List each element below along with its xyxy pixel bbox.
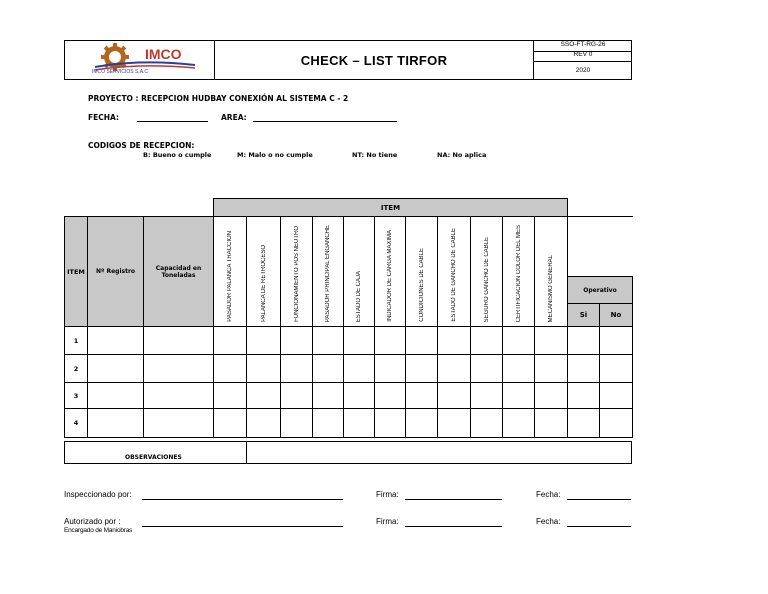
- check-col-header: CONDICIONES DE CABLE: [406, 217, 438, 327]
- document-title: CHECK – LIST TIRFOR: [300, 52, 448, 68]
- col-capacidad-header: Capacidad en Toneladas: [144, 217, 214, 327]
- code-bueno: B: Bueno o cumple: [143, 151, 212, 159]
- code-no-tiene: NT: No tiene: [352, 151, 398, 159]
- row-number: 4: [65, 409, 88, 438]
- table-row: [65, 383, 633, 409]
- area-label: AREA:: [221, 113, 247, 122]
- row-number: 2: [65, 355, 88, 383]
- si-header: Si: [568, 304, 600, 327]
- check-col-header: SEGURO GANCHO DE CABLE: [471, 217, 503, 327]
- document-meta: [533, 41, 632, 79]
- inspeccionado-field[interactable]: [142, 499, 343, 500]
- check-col-header: PASADOR PALANCA TRACCION: [214, 217, 247, 327]
- code-no-aplica: NA: No aplica: [437, 151, 487, 159]
- document-code: SSO-FT-RG-26: [534, 41, 632, 52]
- check-col-header: CERTIFICACION COLOR DEL MES: [503, 217, 535, 327]
- company-logo: [65, 41, 215, 79]
- checklist-table: [64, 198, 633, 438]
- col-item-header: ITEM: [65, 217, 88, 327]
- item-group-header: ITEM: [214, 199, 568, 217]
- no-header: No: [600, 304, 633, 327]
- document-header: [64, 40, 632, 80]
- firma-label: Firma:: [376, 517, 399, 526]
- autorizado-sub: Encargado de Maniobras: [64, 527, 133, 534]
- observaciones-label: OBSERVACIONES: [125, 454, 182, 461]
- document-year: 2020: [575, 67, 591, 74]
- codes-title: CODIGOS DE RECEPCION:: [88, 141, 195, 150]
- col-registro-header: Nº Registro: [88, 217, 144, 327]
- fecha-label: Fecha:: [536, 517, 561, 526]
- check-col-header: PALANCA DE RETROCESO: [247, 217, 281, 327]
- observaciones-field[interactable]: [247, 442, 631, 463]
- code-malo: M: Malo o no cumple: [237, 151, 313, 159]
- project-line: PROYECTO : RECEPCION HUDBAY CONEXIÓN AL SISTEMA C - 2: [88, 94, 349, 103]
- autorizado-field[interactable]: [142, 526, 343, 527]
- fecha-label: FECHA:: [88, 113, 119, 122]
- check-col-header: ESTADO DE CAJA: [344, 217, 375, 327]
- document-revision: REV 0: [534, 51, 632, 62]
- area-field[interactable]: [253, 121, 397, 122]
- fecha-label: Fecha:: [536, 490, 561, 499]
- row-number: 1: [65, 327, 88, 355]
- inspeccionado-label: Inspeccionado por:: [64, 490, 132, 499]
- row-number: 3: [65, 383, 88, 409]
- check-col-header: MECANISMO GENERAL: [535, 217, 568, 327]
- check-col-header: ESTADO DE GANCHO DE CABLE: [438, 217, 471, 327]
- table-row: [65, 355, 633, 383]
- firma-field[interactable]: [405, 526, 502, 527]
- table-row: [65, 409, 633, 438]
- check-col-header: PASADOR PRINCIPAL ENGANCHE: [313, 217, 344, 327]
- operativo-header: Operativo: [568, 277, 633, 304]
- fecha-field[interactable]: [567, 499, 631, 500]
- check-col-header: FUNCIONAMIENTO POS NEUTRO: [281, 217, 313, 327]
- firma-label: Firma:: [376, 490, 399, 499]
- logo-subtext: IMCO SERVICIOS S.A.C: [92, 69, 149, 75]
- observaciones-label-cell: [65, 442, 247, 463]
- autorizado-label: Autorizado por :: [64, 517, 121, 526]
- check-col-header: INDICADOR DE CARGA MAXIMA: [375, 217, 406, 327]
- table-row: [65, 327, 633, 355]
- firma-field[interactable]: [405, 499, 502, 500]
- fecha-field[interactable]: [137, 121, 208, 122]
- fecha-field[interactable]: [567, 526, 631, 527]
- logo-text: IMCO: [145, 46, 182, 62]
- observaciones-box: [64, 441, 632, 464]
